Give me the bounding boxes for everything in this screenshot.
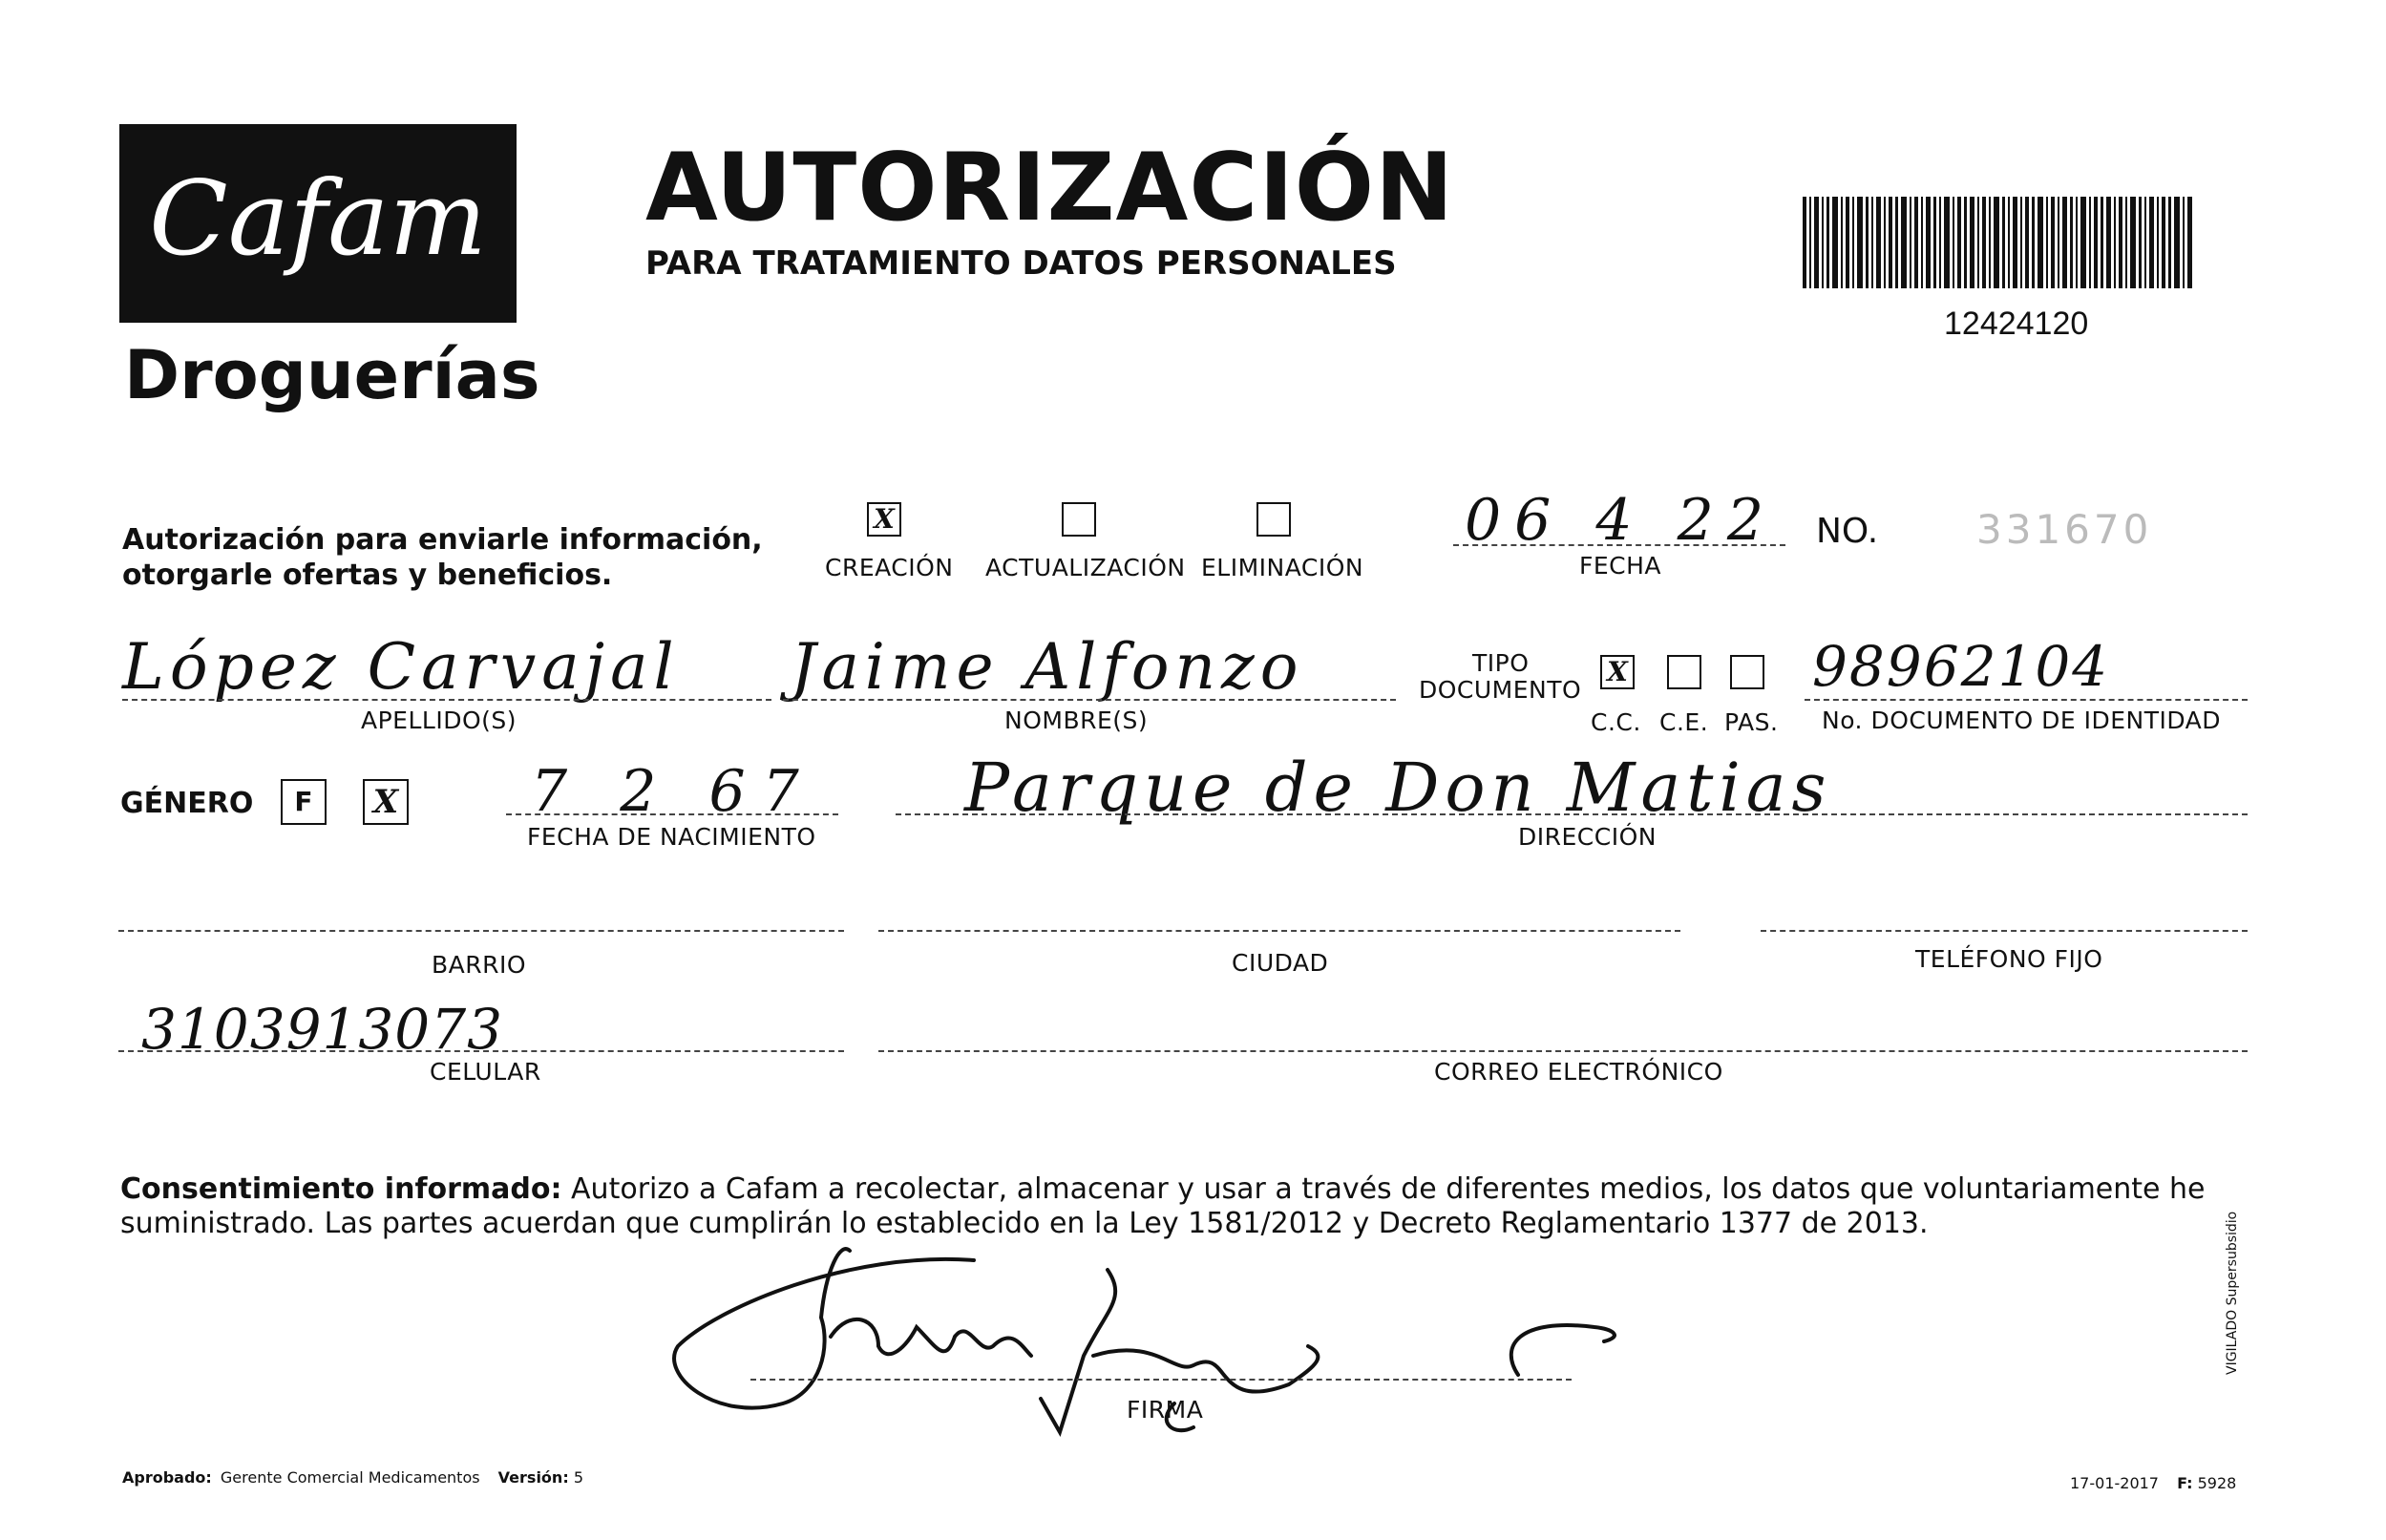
brand-logo xyxy=(119,124,517,323)
birth-value[interactable]: 7 2 67 xyxy=(531,758,816,825)
eliminacion-checkbox[interactable] xyxy=(1256,502,1291,537)
creacion-checkbox[interactable]: X xyxy=(867,502,901,537)
gender-m-checkbox[interactable]: X xyxy=(363,779,409,825)
birth-line xyxy=(506,813,838,815)
eliminacion-label: ELIMINACIÓN xyxy=(1201,554,1364,581)
doc-ce-label: C.E. xyxy=(1659,708,1709,736)
surnames-label: APELLIDO(S) xyxy=(361,707,517,734)
telefono-line xyxy=(1761,930,2248,932)
names-value[interactable]: Jaime Alfonzo xyxy=(791,630,1304,704)
brand-subtitle: Droguerías xyxy=(124,336,540,414)
id-label: No. DOCUMENTO DE IDENTIDAD xyxy=(1822,707,2222,734)
celular-label: CELULAR xyxy=(430,1058,541,1086)
page-title: AUTORIZACIÓN xyxy=(645,134,1455,243)
side-text: VIGILADO Supersubsidio xyxy=(2225,1211,2240,1375)
address-line xyxy=(896,813,2248,815)
birth-label: FECHA DE NACIMIENTO xyxy=(527,823,816,851)
approved-value: Gerente Comercial Medicamentos xyxy=(220,1468,480,1487)
page-subtitle: PARA TRATAMIENTO DATOS PERSONALES xyxy=(645,244,1397,283)
barrio-line xyxy=(118,930,844,932)
barcode-number: 12424120 xyxy=(1944,306,2089,342)
barrio-label: BARRIO xyxy=(432,951,527,979)
number-value: 331670 xyxy=(1976,506,2153,553)
form-value: 5928 xyxy=(2197,1474,2237,1492)
ciudad-label: CIUDAD xyxy=(1232,949,1329,977)
form-label: F: xyxy=(2177,1474,2193,1492)
id-value[interactable]: 98962104 xyxy=(1812,634,2110,699)
gender-label: GÉNERO xyxy=(120,787,254,820)
telefono-label: TELÉFONO FIJO xyxy=(1915,945,2103,973)
consent-line-2: suministrado. Las partes acuerdan que cumplirán lo establecido en la Ley 1581/2012 y Decreto Reglamentario 1377 de 2013. xyxy=(120,1207,1929,1240)
version-value: 5 xyxy=(573,1468,583,1487)
correo-label: CORREO ELECTRÓNICO xyxy=(1434,1058,1723,1086)
id-line xyxy=(1805,699,2248,701)
celular-value[interactable]: 3103913073 xyxy=(141,997,504,1062)
doc-pas-checkbox[interactable] xyxy=(1730,655,1764,689)
surnames-line xyxy=(122,699,771,701)
celular-line xyxy=(118,1050,844,1052)
actualizacion-label: ACTUALIZACIÓN xyxy=(985,554,1186,581)
signature-label: FIRMA xyxy=(1127,1396,1204,1424)
doc-type-label-1: TIPO xyxy=(1472,649,1530,677)
gender-f-checkbox[interactable] xyxy=(281,779,327,825)
number-label: NO. xyxy=(1816,512,1879,551)
brand-logo-text: Cafam xyxy=(149,159,487,279)
doc-cc-label: C.C. xyxy=(1591,708,1641,736)
names-label: NOMBRE(S) xyxy=(1004,707,1149,734)
doc-cc-checkbox[interactable]: X xyxy=(1600,655,1635,689)
doc-ce-checkbox[interactable] xyxy=(1667,655,1701,689)
address-label: DIRECCIÓN xyxy=(1518,823,1657,851)
approved-label: Aprobado: xyxy=(122,1468,212,1487)
version-label: Versión: xyxy=(497,1468,569,1487)
barcode-icon xyxy=(1803,197,2194,288)
date-label: FECHA xyxy=(1579,552,1662,580)
address-value[interactable]: Parque de Don Matias xyxy=(964,749,1832,827)
intro-line-1: Autorización para enviarle información, xyxy=(122,523,763,557)
actualizacion-checkbox[interactable] xyxy=(1062,502,1096,537)
footer-date-code xyxy=(2070,1474,2236,1492)
creacion-label: CREACIÓN xyxy=(825,554,954,581)
footer-approval xyxy=(122,1468,583,1487)
ciudad-line xyxy=(878,930,1680,932)
doc-pas-label: PAS. xyxy=(1724,708,1779,736)
names-line xyxy=(783,699,1396,701)
consent-bold: Consentimiento informado: xyxy=(120,1172,562,1206)
consent-line-1: Autorizo a Cafam a recolectar, almacenar y usar a través de diferentes medios, los datos que voluntariamente he xyxy=(561,1172,2206,1206)
correo-line xyxy=(878,1050,2248,1052)
intro-line-2: otorgarle ofertas y beneficios. xyxy=(122,559,613,592)
footer-date: 17-01-2017 xyxy=(2070,1474,2159,1492)
gender-f-label: F xyxy=(294,786,313,817)
signature-line xyxy=(750,1379,1572,1381)
surnames-value[interactable]: López Carvajal xyxy=(122,630,680,704)
doc-type-label-2: DOCUMENTO xyxy=(1419,676,1582,704)
date-line xyxy=(1453,544,1785,546)
date-value[interactable]: 06 4 22 xyxy=(1465,487,1778,554)
